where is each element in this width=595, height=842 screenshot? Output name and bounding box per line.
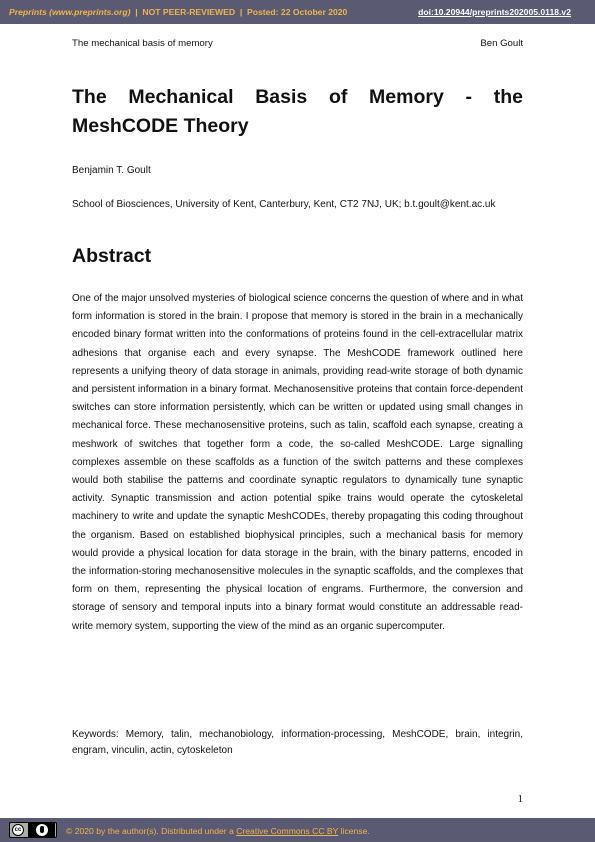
creative-commons-link[interactable]: Creative Commons CC BY [236, 826, 339, 836]
abstract-heading: Abstract [72, 245, 152, 267]
running-head [72, 38, 523, 49]
posted-date: Posted: 22 October 2020 [247, 7, 348, 17]
cc-icon: cc [12, 824, 24, 836]
license-footer-bar [0, 818, 595, 842]
license-suffix: license. [338, 826, 370, 836]
doi-link[interactable]: doi:10.20944/preprints202005.0118.v2 [418, 7, 571, 17]
license-statement [66, 826, 370, 836]
header-separator: | [135, 7, 138, 17]
preprint-header-bar [0, 0, 595, 24]
peer-review-status: NOT PEER-REVIEWED [142, 7, 236, 17]
page-number: 1 [517, 793, 523, 805]
running-head-author: Ben Goult [480, 38, 523, 49]
author-affiliation: School of Biosciences, University of Kent, Canterbury, Kent, CT2 7NJ, UK; b.t.goult@kent.ac.uk [72, 199, 496, 210]
running-head-title: The mechanical basis of memory [72, 38, 213, 49]
preprint-header-info [9, 7, 347, 17]
paper-title: The Mechanical Basis of Memory - the MeshCODE Theory [72, 86, 523, 137]
keywords: Keywords: Memory, talin, mechanobiology, information-processing, MeshCODE, brain, integrin, engram, vinculin, actin, cytoskeleton [72, 729, 523, 756]
attribution-icon [28, 823, 55, 837]
preprints-brand: Preprints (www.preprints.org) [9, 7, 131, 17]
author-name: Benjamin T. Goult [72, 165, 151, 176]
license-prefix: © 2020 by the author(s). Distributed under a [66, 826, 237, 836]
cc-by-badge-icon[interactable] [9, 822, 57, 838]
abstract-body: One of the major unsolved mysteries of biological science concerns the question of where and in what form information is stored in the brain. I propose that memory is stored in the brain in a mechanically encoded binary format written into the conformations of proteins found in the cell-extracellular matrix adhesions that organise each and every synapse. The MeshCODE framework outlined here represents a unifying theory of data storage in animals, providing read-write storage of both dynamic and persistent information in a binary format. Mechanosensitive proteins that contain force-dependent switches can store information persistently, which can be written or updated using small changes in mechanical force. These mechanosensitive proteins, such as talin, scaffold each synapse, creating a meshwork of switches that together form a code, the so-called MeshCODE. Large signalling complexes assemble on these scaffolds as a function of the switch patterns and these complexes would both stabilise the patterns and coordinate synaptic regulators to dynamically tune synaptic activity. Synaptic transmission and action potential spike trains would operate the cytoskeletal machinery to write and update the synaptic MeshCODEs, thereby propagating this coding throughout the organism. Based on established biophysical principles, such a mechanical basis for memory would provide a physical location for data storage in the brain, with the binary patterns, encoded in the information-storing mechanosensitive molecules in the synaptic scaffolds, and the complexes that form on them, representing the physical location of engrams. Furthermore, the conversion and storage of sensory and temporal inputs into a binary format would constitute an addressable read-write memory system, supporting the view of the mind as an organic supercomputer. [72, 293, 523, 632]
header-separator: | [239, 7, 243, 17]
